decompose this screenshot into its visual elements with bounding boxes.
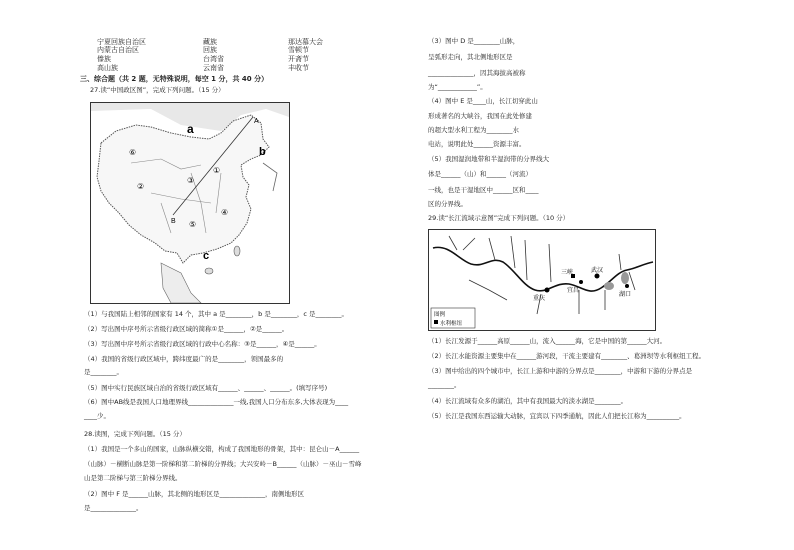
lake-dongting <box>604 282 614 290</box>
q29-line-4: ________。 <box>428 381 461 389</box>
q28-4-line-2: 形成著名的大峡谷，我国在此处修建 <box>428 112 532 120</box>
label-num-3: ③ <box>187 176 195 185</box>
q28-5-line-1: （5）我国湿润地带和半湿润带的分界线大 <box>428 155 550 163</box>
legend-title: 图例 <box>434 312 446 318</box>
q29-line-1: （1）长江发源于______高原______山，流入______海，它是中国的第______大河。 <box>428 337 667 345</box>
q28-5-line-4: 区的分界线。 <box>428 200 467 208</box>
city-label-wuhan: 武汉 <box>591 267 604 274</box>
match-left-4: 高山族 <box>97 64 118 72</box>
china-outline <box>97 115 269 263</box>
q28-3-line-1: （3）图中 D 是________山脉， <box>428 37 520 45</box>
china-political-map <box>90 102 290 304</box>
q28-4-line-1: （4）图中 E 是____山，长江切穿此山 <box>428 97 538 105</box>
q28-line-1: （1）我国是一个多山的国家，山脉纵横交错，构成了我国地形的骨架，其中：昆仑山－A______ <box>84 445 360 453</box>
yangtze-map-svg <box>429 230 655 330</box>
match-right-1: 那达慕大会 <box>288 38 323 46</box>
q29-line-6: （5）长江是我国东西运输大动脉，宜宾以下四季通航，因此人们把长江称为__________。 <box>428 412 686 420</box>
q28-3-line-4: 为“____________”。 <box>428 83 487 91</box>
match-mid-2: 回族 <box>203 46 217 54</box>
city-label-sanxia: 三峡 <box>561 269 574 276</box>
label-num-5: ⑤ <box>189 220 197 229</box>
yangtze-main-stream <box>433 247 653 291</box>
q29-line-5: （4）长江流域有众多的湖泊，其中有我国最大的淡水湖是________。 <box>428 397 628 405</box>
yangtze-tributaries <box>469 236 635 314</box>
q28-4-line-4: 电站，说明此处______资源丰富。 <box>428 140 526 148</box>
match-left-1: 宁夏回族自治区 <box>97 38 146 46</box>
city-dot-chongqing <box>545 288 550 293</box>
section-heading: 三、综合题（共 2 题，无特殊说明，每空 1 分，共 40 分） <box>80 75 269 83</box>
label-num-2: ② <box>137 182 145 191</box>
q27-line-6: （5）图中实行民族区域自治的省级行政区域有______、______、______。(填写序号) <box>84 384 328 392</box>
q27-line-2: （2）写出图中序号所示省级行政区域的简称①是______，②是______。 <box>84 325 289 333</box>
label-point-a: A <box>254 118 259 125</box>
match-right-4: 丰收节 <box>288 64 309 72</box>
q28-3-line-3: ______________，因其海拔高被称 <box>428 69 526 77</box>
korea-peninsula <box>263 163 277 191</box>
match-left-3: 傣族 <box>97 55 111 63</box>
q27-line-7: （6）图中AB线是我国人口地理界线______________一线,我国人口分布东多,大体表现为____ <box>84 398 349 406</box>
city-label-chongqing: 重庆 <box>533 295 546 302</box>
match-mid-3: 台湾省 <box>203 55 224 63</box>
label-num-6: ⑥ <box>129 148 137 157</box>
label-c: c <box>203 250 210 262</box>
q27-line-1: （1）与我国陆上相邻的国家有 14 个，其中 a 是________，b 是________，c 是________。 <box>84 310 348 318</box>
label-b: b <box>259 146 266 158</box>
q28-5-line-2: 体是______（山）和______（河流） <box>428 170 532 178</box>
label-a: a <box>187 122 194 136</box>
q27-line-4: （4）我国的省级行政区域中，跨纬度最广的是________，领国最多的 <box>84 355 284 363</box>
label-num-4: ④ <box>221 208 229 217</box>
city-label-hukou: 湖口 <box>619 291 632 298</box>
neighbor-south <box>161 263 201 303</box>
match-mid-4: 云南省 <box>203 64 224 72</box>
taiwan-island <box>234 246 240 256</box>
legend-dam-icon <box>434 320 438 324</box>
city-label-yichang: 宜昌 <box>567 287 580 294</box>
label-num-1: ① <box>213 166 221 175</box>
q28-title: 28.读图，完成下列问题。（15 分） <box>84 430 186 438</box>
q28-line-3: 山是第二阶梯与第三阶梯分界线。 <box>84 474 182 482</box>
label-point-b: B <box>171 218 176 225</box>
q27-line-8: ____少。 <box>84 412 110 420</box>
legend-item: 水利枢纽 <box>440 321 463 327</box>
match-right-3: 开斋节 <box>288 55 309 63</box>
lake-poyang <box>621 272 629 284</box>
china-map-svg <box>91 103 289 303</box>
q27-line-3: （3）写出图中序号所示省级行政区域的行政中心名称：③是______，④是______。 <box>84 340 321 348</box>
q28-line-4: （2）图中 F 是______山脉，其北侧的地形区是______________，南侧地形区 <box>84 490 305 498</box>
match-mid-1: 藏族 <box>203 38 217 46</box>
q29-line-3: （3）图中给出的四个城市中，长江上游和中游的分界点是________，中游和下游的分界点是 <box>428 367 693 375</box>
q28-line-5: 是______________。 <box>84 504 143 512</box>
city-dot-yichang <box>579 280 583 284</box>
q27-title: 27.读“中国政区图”，完成下列问题。（15 分） <box>90 86 225 94</box>
q28-5-line-3: 一线，也是干湿地区中______区和____ <box>428 186 539 194</box>
match-right-2: 雪顿节 <box>288 46 309 54</box>
match-left-2: 内蒙古自治区 <box>97 46 139 54</box>
q28-4-line-3: 的超大型水利工程为________水 <box>428 126 519 134</box>
q28-line-2: （山脉）－横断山脉是第一阶梯和第二阶梯的分界线；大兴安岭－B______（山脉）－巫山－雪峰 <box>84 460 362 468</box>
q28-3-line-2: 呈弧形走向，其北侧地形区是 <box>428 53 513 61</box>
hainan-island <box>205 268 213 274</box>
city-dot-wuhan <box>595 274 600 279</box>
q27-line-5: 是________。 <box>84 368 123 376</box>
q29-title: 29.读“长江流域示意图”完成下列问题。（10 分） <box>428 214 570 222</box>
yangtze-basin-map <box>428 229 656 331</box>
q29-line-2: （2）长江水能资源主要集中在______游河段，干流主要建有________、葛洲坝等水利枢纽工程。 <box>428 352 706 360</box>
city-dot-hukou <box>625 284 629 288</box>
upper-tributaries <box>449 236 475 250</box>
